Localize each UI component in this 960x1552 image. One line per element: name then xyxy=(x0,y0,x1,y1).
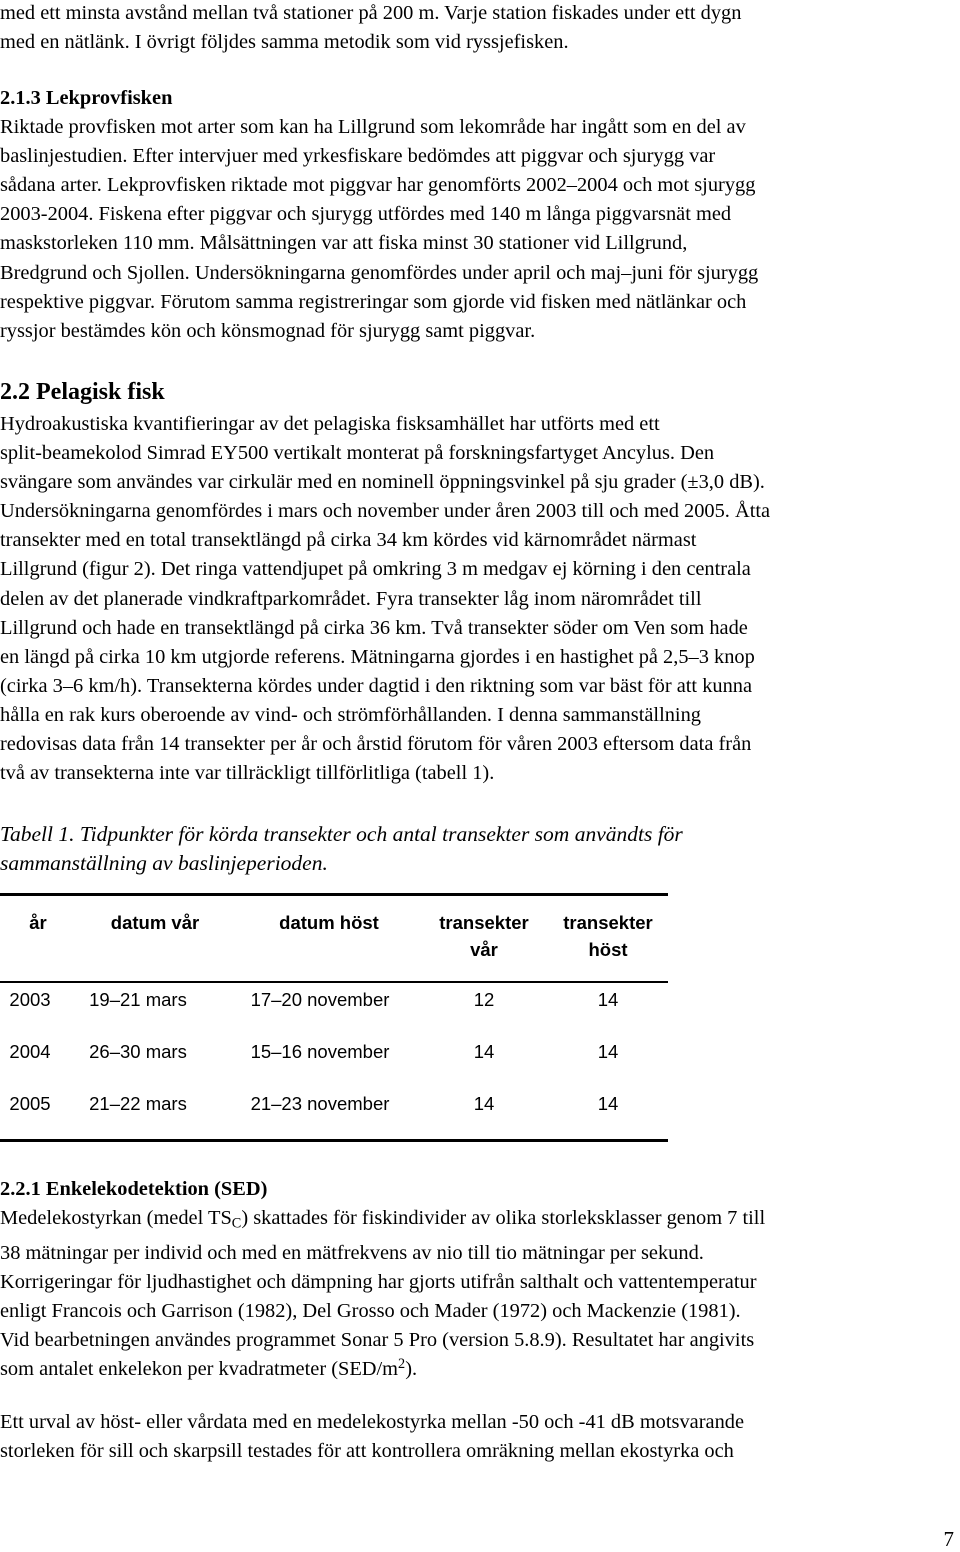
text-line: maskstorleken 110 mm. Målsättningen var att fiska minst 30 stationer vid Lillgrund, xyxy=(0,232,688,255)
table-header-cell xyxy=(243,909,415,936)
table-header-cell xyxy=(424,909,544,963)
subscript: C xyxy=(231,1215,242,1232)
table-cell: 14 xyxy=(473,1041,495,1062)
text-line: enligt Francois och Garrison (1982), Del Grosso och Mader (1972) och Mackenzie (1981). xyxy=(0,1299,741,1322)
table-header-cell xyxy=(547,909,669,963)
text-line: Lillgrund (figur 2). Det ringa vattendjupet på omkring 3 m medgav ej körning i den centrala xyxy=(0,558,751,581)
table-cell: 2005 xyxy=(9,1093,51,1114)
page-number: 7 xyxy=(943,1527,954,1551)
text-line: Hydroakustiska kvantifieringar av det pelagiska fisksamhället har utförts med ett xyxy=(0,413,660,435)
table-cell: 21–23 november xyxy=(250,1093,390,1114)
text-line: split-beamekolod Simrad EY500 vertikalt monterat på forskningsfartyget Ancylus. Den xyxy=(0,442,715,465)
header-text: transekter xyxy=(439,912,529,933)
text-line: med ett minsta avstånd mellan två stationer på 200 m. Varje station fiskades under ett dygn xyxy=(0,2,742,24)
text-line: Undersökningarna genomfördes i mars och november under åren 2003 till och med 2005. Åtta xyxy=(0,500,771,523)
text-line xyxy=(0,1355,958,1384)
text-line: storleken för sill och skarpsill testades för att kontrollera omräkning mellan ekostyrka och xyxy=(0,1440,734,1463)
text-line: två av transekterna inte var tillräckligt tillförlitliga (tabell 1). xyxy=(0,762,495,785)
text-line: respektive piggvar. Förutom samma registreringar som gjorde vid fisken med nätlänkar och xyxy=(0,290,747,313)
text-line: hålla en rak kurs oberoende av vind- och strömförhållanden. I denna sammanställning xyxy=(0,703,701,726)
table-cell: 15–16 november xyxy=(250,1041,390,1062)
intro-paragraph xyxy=(0,0,958,57)
text-line: Ett urval av höst- eller vårdata med en medelekostyrka mellan -50 och -41 dB motsvarande xyxy=(0,1411,745,1433)
text-line: delen av det planerade vindkraftparkområdet. Fyra transekter låg inom närområdet till xyxy=(0,587,702,610)
text-line: svängare som användes var cirkulär med en nominell öppningsvinkel på sju grader (±3,0 dB). xyxy=(0,471,765,494)
section-enkelekodetektion xyxy=(0,1175,958,1384)
table-cell: 2004 xyxy=(9,1041,51,1062)
header-text: datum höst xyxy=(279,912,379,933)
table-cell: 12 xyxy=(473,989,495,1010)
header-text: år xyxy=(29,912,47,933)
table-cell: 14 xyxy=(473,1093,495,1114)
table-bottom-rule xyxy=(0,1139,668,1142)
table-top-rule xyxy=(0,893,668,896)
text-line: Vid bearbetningen användes programmet Sonar 5 Pro (version 5.8.9). Resultatet har angivits xyxy=(0,1329,755,1352)
text-line: med en nätlänk. I övrigt följdes samma metodik som vid ryssjefisken. xyxy=(0,31,569,54)
table-caption xyxy=(0,820,683,878)
caption-line: sammanställning av baslinjeperioden. xyxy=(0,851,328,875)
text-line: Riktade provfisken mot arter som kan ha Lillgrund som lekområde har ingått som en del av xyxy=(0,116,746,139)
table-header-cell xyxy=(14,909,62,936)
text-line: 2003-2004. Fiskena efter piggvar och sjurygg utfördes med 140 m långa piggvarsnät med xyxy=(0,203,732,226)
header-text: transekter xyxy=(563,912,653,933)
table-cell: 26–30 mars xyxy=(89,1041,187,1062)
caption-line: Tabell 1. Tidpunkter för körda transekter och antal transekter som användts för xyxy=(0,822,683,846)
superscript: 2 xyxy=(398,1356,406,1372)
table-cell: 17–20 november xyxy=(250,989,390,1010)
table-cell: 14 xyxy=(597,1041,619,1062)
table-header-cell xyxy=(85,909,225,936)
section-heading-pelagisk: 2.2 Pelagisk fisk xyxy=(0,379,165,405)
text-line: sådana arter. Lekprovfisken riktade mot piggvar har genomförts 2002–2004 och mot sjurygg xyxy=(0,174,756,197)
section-lekprovfisken xyxy=(0,84,958,346)
text-fragment: som antalet enkelekon per kvadratmeter (SED/m xyxy=(0,1358,399,1381)
text-line: ryssjor bestämdes kön och könsmognad för sjurygg samt piggvar. xyxy=(0,319,536,342)
text-line: Korrigeringar för ljudhastighet och dämpning har gjorts utifrån salthalt och vattentemperatur xyxy=(0,1270,757,1293)
text-line: baslinjestudien. Efter intervjuer med yrkesfiskare bedömdes att piggvar och sjurygg var xyxy=(0,145,716,168)
table-cell: 21–22 mars xyxy=(89,1093,187,1114)
section-heading: 2.2.1 Enkelekodetektion (SED) xyxy=(0,1178,268,1200)
table-cell: 19–21 mars xyxy=(89,989,187,1010)
text-fragment: ). xyxy=(405,1358,418,1381)
text-line: (cirka 3–6 km/h). Transekterna kördes under dagtid i den riktning som var bäst för att kunna xyxy=(0,674,753,697)
text-fragment: ) skattades för fiskindivider av olika storleksklasser genom 7 till xyxy=(241,1207,766,1230)
text-line: 38 mätningar per individ och med en mätfrekvens av nio till tio mätningar per sekund. xyxy=(0,1241,704,1264)
text-fragment: Medelekostyrkan (medel TS xyxy=(0,1207,232,1230)
table-cell: 14 xyxy=(597,989,619,1010)
text-line: transekter med en total transektlängd på cirka 34 km kördes vid kärnområdet närmast xyxy=(0,529,697,552)
header-text: höst xyxy=(588,939,628,960)
table-cell: 2003 xyxy=(9,989,51,1010)
section-pelagisk-fisk xyxy=(0,410,958,788)
final-paragraph xyxy=(0,1408,958,1466)
text-line: redovisas data från 14 transekter per år och årstid förutom för våren 2003 eftersom data från xyxy=(0,733,752,756)
header-text: vår xyxy=(470,939,498,960)
section-heading: 2.1.3 Lekprovfisken xyxy=(0,87,173,109)
text-line: en längd på cirka 10 km utgjorde referens. Mätningarna gjordes i en hastighet på 2,5–3 knop xyxy=(0,645,755,668)
table-header-rule xyxy=(0,981,668,983)
text-line: Bredgrund och Sjollen. Undersökningarna genomfördes under april och maj–juni för sjurygg xyxy=(0,261,759,284)
text-line xyxy=(0,1204,958,1239)
header-text: datum vår xyxy=(110,912,200,933)
table-cell: 14 xyxy=(597,1093,619,1114)
text-line: Lillgrund och hade en transektlängd på cirka 36 km. Två transekter söder om Ven som hade xyxy=(0,616,748,639)
